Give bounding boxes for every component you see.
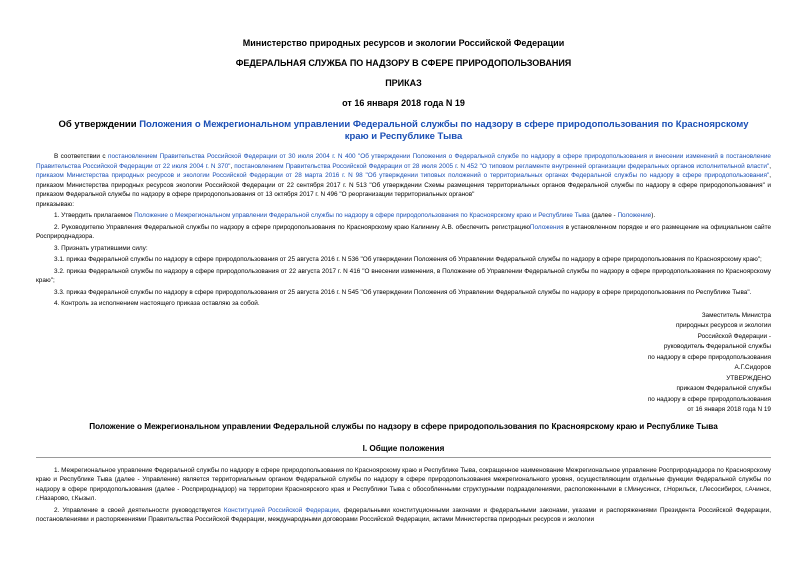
signature-line: руководитель Федеральной службы — [663, 343, 771, 350]
item-2 — [36, 223, 771, 242]
signature-line: по надзору в сфере природопользования — [647, 353, 771, 361]
section-divider — [36, 457, 771, 458]
approval-line: приказом Федеральной службы — [676, 385, 771, 392]
title-regulation-link[interactable]: Положения о Межрегиональном управлении Федеральной службы по надзору в сфере природопользования по Красноярскому краю и Республике Тыва — [139, 119, 749, 142]
item-3-1: 3.1. приказ Федеральной службы по надзору в сфере природопользования от 25 августа 2016 г. N 536 "Об утверждении Положения об Управлении Федеральной службы по надзору в сфере природопользования по Красноярскому краю"; — [54, 256, 762, 263]
link-regulation[interactable]: Положение о Межрегиональном управлении Федеральной службы по надзору в сфере природопользования по Красноярскому краю и Республике Тыва — [134, 212, 590, 219]
regulation-paragraph-2-text: 2. Управление в своей деятельности руководствуется — [54, 506, 224, 514]
document-title — [56, 119, 751, 143]
item-4: 4. Контроль за исполнением настоящего приказа оставляю за собой. — [54, 300, 260, 307]
preamble-text-2: , — [230, 162, 235, 170]
item-1-text-3: ). — [651, 212, 656, 219]
regulation-paragraph-2 — [36, 506, 771, 525]
item-3-2: 3.2. приказ Федеральной службы по надзору в сфере природопользования от 22 августа 2017 г. N 416 "О внесении изменения, в Положение об Управлении Федеральной службы по надзору в сфере природопользования по Красноярскому краю"; — [36, 267, 771, 284]
item-2-text: 2. Руководителю Управления Федеральной службы по надзору в сфере природопользования по Красноярскому краю Калинину А.В. обеспечить регистрацию — [54, 223, 530, 231]
order-body — [36, 152, 771, 309]
item-3-3: 3.3. приказ Федеральной службы по надзору в сфере природопользования от 25 августа 2016 г. N 545 "Об утверждении Положения об Управлении Федеральной службы по надзору в сфере природопользования по Республике Тыва". — [54, 288, 752, 296]
link-order-98[interactable]: приказом Министерства природных ресурсов и экологии Российской Федерации от 28 марта 2016 г. N 98 "Об утверждении типовых положений о территориальных органах Федеральной службы по надзору в сфере природопользования" — [36, 172, 770, 179]
regulation-paragraph-2-text-2: , федеральными конституционными законами и федеральными законами, указами и распоряжениями Президента Российской Федерации, постановлениями и распоряжениями Правительства Российской Федерации, международными договорами Российской Федерации, актами Министерства природных ресурсов и экологии — [36, 506, 771, 523]
preamble-text-4: , приказом Министерства природных ресурсов экологии Российской Федерации от 22 сентября 2017 г. N 513 "Об утверждении Схемы размещения территориальных органов Федеральной службы по надзору в сфере природопользования" и приказом Федеральной службы по надзору в сфере природопользования от 13 октября 2017 г. N 496 "О реорганизации территориальных органов" — [36, 172, 771, 198]
approval-line: по надзору в сфере природопользования — [647, 395, 771, 403]
order-word: приказываю: — [36, 200, 74, 208]
signature-block — [36, 311, 771, 416]
signature-line: Российской Федерации - — [697, 332, 771, 340]
item-3: 3. Признать утратившими силу: — [54, 244, 148, 252]
item-2-text-2: в установленном порядке и его размещение на официальном сайте Росприроднадзора. — [36, 223, 772, 240]
link-constitution[interactable]: Конституцией Российской Федерации — [223, 506, 339, 514]
title-prefix: Об утверждении — [58, 119, 140, 130]
signature-line: Заместитель Министра — [701, 311, 771, 319]
regulation-body — [36, 466, 771, 525]
document-type: ПРИКАЗ — [385, 78, 422, 88]
item-1-text: 1. Утвердить прилагаемое — [54, 212, 135, 219]
ministry-name: Министерство природных ресурсов и экологии Российской Федерации — [242, 38, 565, 48]
regulation-paragraph-1: 1. Межрегиональное управление Федеральной службы по надзору в сфере природопользования по Красноярскому краю и Республике Тыва, сокращенное наименование Межрегиональное управление Росприроднадзора по Красноярскому краю и Республике Тыва (далее - Управление) является территориальным органом Федеральной службы по надзору в сфере природопользования межрегионального уровня, осуществляющим отдельные функции Федеральной службы по надзору в сфере природопользования (далее - Росприроднадзор) на территории Красноярского края и Республики Тыва с обособленными структурными подразделениями, расположенными в г.Минусинск, г.Норильск, г.Лесосибирск, г.Ачинск, г.Назарово, г.Кызыл. — [36, 466, 771, 502]
link-resolution-400[interactable]: постановлением Правительства Российской Федерации от 30 июля 2004 г. N 400 "Об утверждении Положения о Федеральной службе по надзору в сфере природопользования и внесении изменений в постановление Правительства Российской Федерации от 22 июля 2004 г. N 370" — [36, 153, 771, 170]
document-date-number: от 16 января 2018 года N 19 — [342, 98, 465, 108]
link-regulation-short[interactable]: Положение — [617, 212, 652, 219]
preamble-text-3: , — [769, 162, 771, 170]
signatory-name: А.Г.Сидоров — [734, 364, 771, 371]
signature-line: природных ресурсов и экологии — [675, 322, 771, 329]
approval-label: УТВЕРЖДЕНО — [726, 374, 771, 382]
item-1-text-2: (далее - — [589, 212, 618, 219]
preamble-paragraph — [36, 152, 771, 200]
approval-date: от 16 января 2018 года N 19 — [687, 406, 771, 413]
link-resolution-452[interactable]: постановлением Правительства Российской Федерации от 28 июля 2005 г. N 452 "О типовом регламенте внутренней организации федеральных органов исполнительной власти" — [234, 162, 770, 170]
item-1 — [36, 211, 771, 221]
regulation-title: Положение о Межрегиональном управлении Федеральной службы по надзору в сфере природопользования по Красноярскому краю и Республике Тыва — [89, 421, 718, 431]
section-heading: I. Общие положения — [362, 443, 445, 453]
preamble-text-1: В соответствии с — [54, 153, 108, 160]
link-regulation-registration[interactable]: Положения — [529, 223, 564, 231]
service-name: ФЕДЕРАЛЬНАЯ СЛУЖБА ПО НАДЗОРУ В СФЕРЕ ПРИРОДОПОЛЬЗОВАНИЯ — [235, 58, 572, 68]
